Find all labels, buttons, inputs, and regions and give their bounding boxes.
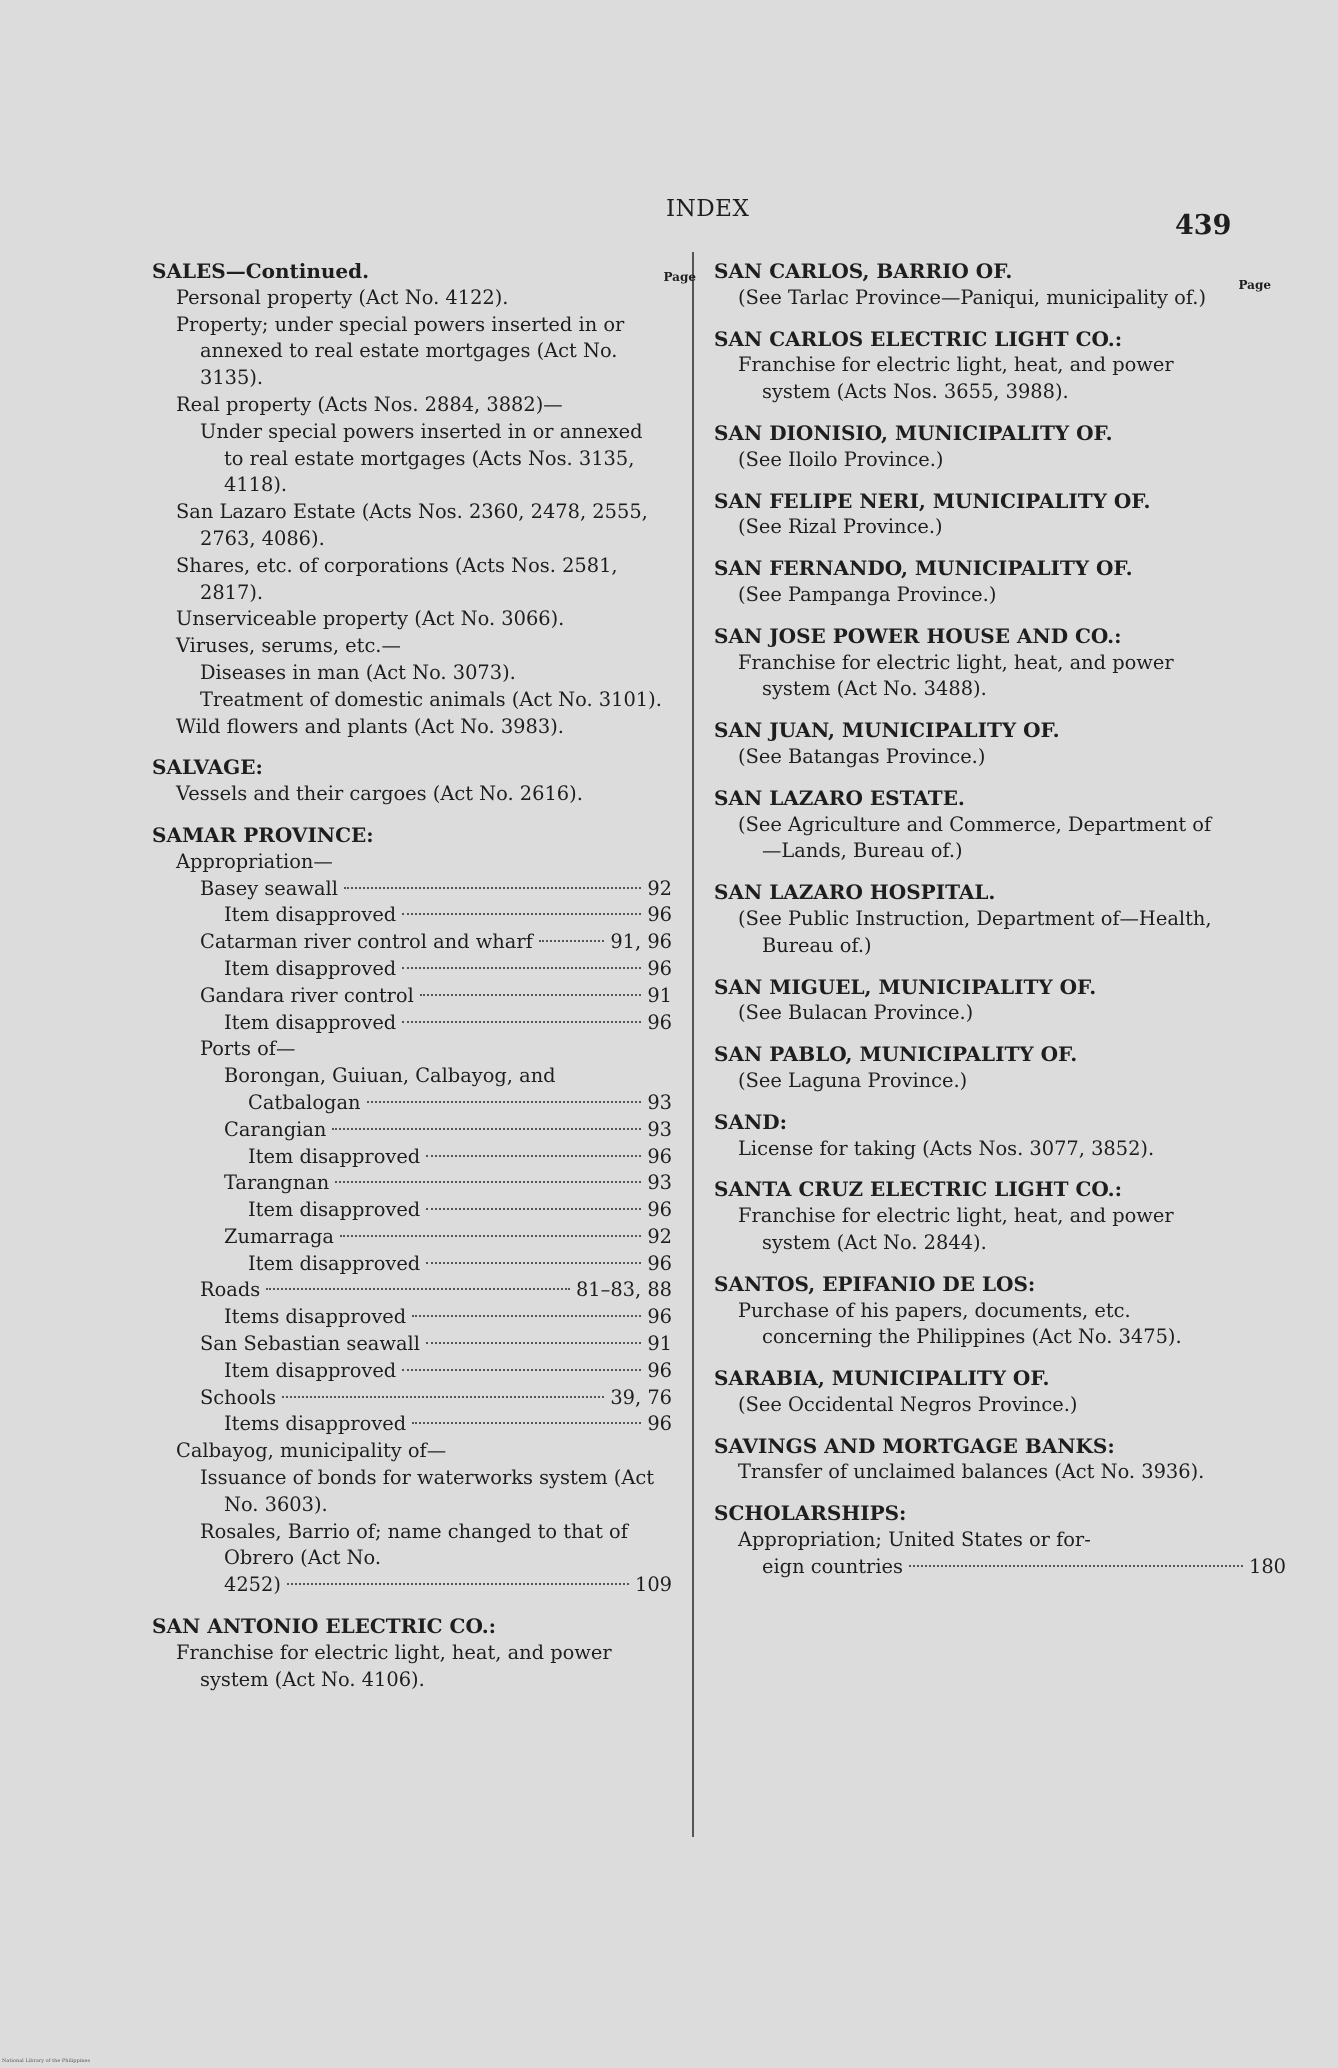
index-entry: Franchise for electric light, heat, and power system (Act No. 2844). [738, 1204, 1174, 1254]
index-cross-reference: (See Agriculture and Commerce, Department of—Lands, Bureau of.) [738, 812, 1212, 863]
index-leader-entry: Item disapproved 96 [224, 1358, 668, 1385]
index-entry: Wild flowers and plants (Act No. 3983). [176, 714, 564, 738]
index-leader-entry: Tarangnan 93 [224, 1170, 668, 1197]
index-leader-entry: Basey seawall 92 [200, 876, 668, 903]
index-heading: SANTA CRUZ ELECTRIC LIGHT CO.: [714, 1177, 1123, 1202]
index-leader-entry: Catarman river control and wharf 91, 96 [200, 929, 668, 956]
index-section-santa-cruz [714, 1176, 1226, 1256]
page-ref: 96 [647, 1251, 672, 1275]
index-leader-entry: Item disapproved 96 [224, 902, 668, 929]
page-ref: 91 [647, 983, 672, 1007]
page-column-label: Page [1238, 278, 1271, 292]
index-leader-entry: Item disapproved 96 [248, 1197, 668, 1224]
index-heading: SAN PABLO, MUNICIPALITY OF. [714, 1042, 1078, 1067]
index-heading: SALVAGE: [152, 755, 263, 780]
index-cross-reference: (See Iloilo Province.) [738, 447, 944, 471]
index-heading: SCHOLARSHIPS: [714, 1501, 907, 1526]
index-section-sarabia [714, 1365, 1226, 1419]
index-subentry: Ports of— [200, 1037, 296, 1061]
index-subentry: Under special powers inserted in or annexed to real estate mortgages (Acts Nos. 3135, 4118). [200, 419, 643, 497]
page-ref: 92 [647, 876, 672, 900]
index-cross-reference: (See Public Instruction, Department of—Health, Bureau of.) [738, 906, 1212, 957]
index-heading: SAN DIONISIO, MUNICIPALITY OF. [714, 420, 1113, 445]
index-entry: Unserviceable property (Act No. 3066). [176, 607, 565, 631]
index-subentry: Treatment of domestic animals (Act No. 3101). [200, 687, 662, 711]
index-cross-reference: (See Pampanga Province.) [738, 582, 997, 606]
page-ref: 96 [647, 956, 672, 980]
index-heading: SAN LAZARO ESTATE. [714, 785, 965, 810]
index-leader-entry: Item disapproved 96 [248, 1144, 668, 1171]
index-subentry: Issuance of bonds for waterworks system (Act No. 3603). [200, 1466, 654, 1516]
footer-note: National Library of the Philippines [2, 2058, 91, 2064]
right-column [714, 244, 1286, 1581]
index-section-san-carlos-electric [714, 326, 1226, 406]
page-ref: 96 [647, 1305, 672, 1329]
left-column [152, 244, 696, 1693]
index-leader-entry: Gandara river control 91 [200, 983, 668, 1010]
index-section-san-juan [714, 717, 1226, 771]
index-entry: Personal property (Act No. 4122). [176, 285, 509, 309]
index-section-san-miguel [714, 974, 1226, 1028]
index-section-san-lazaro-estate [714, 785, 1226, 865]
page-ref: 96 [647, 1010, 672, 1034]
index-section-san-pablo [714, 1041, 1226, 1095]
index-section-savings [714, 1433, 1226, 1487]
index-section-san-fernando [714, 555, 1226, 609]
page-ref: 96 [647, 1198, 672, 1222]
page-ref: 96 [647, 1412, 672, 1436]
index-cross-reference: (See Batangas Province.) [738, 744, 986, 768]
index-section-san-lazaro-hospital [714, 879, 1226, 959]
index-section-scholarships [714, 1500, 1286, 1580]
page-ref: 91 [647, 1332, 672, 1356]
page-ref: 96 [647, 1358, 672, 1382]
index-entry: License for taking (Acts Nos. 3077, 3852). [738, 1136, 1155, 1160]
page-ref: 81–83, 88 [575, 1278, 672, 1302]
index-heading: SARABIA, MUNICIPALITY OF. [714, 1366, 1050, 1391]
page-ref: 39, 76 [610, 1385, 672, 1409]
index-leader-entry: 4252) 109 [224, 1572, 668, 1599]
index-heading: SAN CARLOS, BARRIO OF. [714, 259, 1013, 283]
page-ref: 91, 96 [610, 930, 672, 954]
page-ref: 93 [647, 1117, 672, 1141]
index-section-salvage [152, 754, 668, 808]
column-divider [692, 252, 694, 1837]
index-leader-entry: Item disapproved 96 [248, 1251, 668, 1278]
index-leader-entry: Item disapproved 96 [224, 1010, 668, 1037]
index-section-sales [152, 258, 668, 740]
page-ref: 96 [647, 903, 672, 927]
index-section-samar [152, 822, 672, 1599]
index-leader-entry: San Sebastian seawall 91 [200, 1331, 668, 1358]
index-leader-entry: Items disapproved 96 [224, 1411, 668, 1438]
index-entry: Real property (Acts Nos. 2884, 3882)— [176, 392, 563, 416]
index-leader-entry: Zumarraga 92 [224, 1224, 668, 1251]
index-entry: Vessels and their cargoes (Act No. 2616). [176, 782, 583, 806]
index-cross-reference: (See Tarlac Province—Paniqui, municipality of.) [738, 285, 1207, 309]
index-entry: Franchise for electric light, heat, and power system (Act No. 4106). [176, 1640, 612, 1691]
index-section-sand [714, 1109, 1226, 1163]
page-ref: 109 [634, 1573, 672, 1597]
running-head: INDEX [666, 196, 750, 222]
index-section-santos [714, 1271, 1226, 1351]
page-ref: 93 [647, 1171, 672, 1195]
index-entry: San Lazaro Estate (Acts Nos. 2360, 2478, 2555, 2763, 4086). [176, 500, 648, 550]
index-subentry: Borongan, Guiuan, Calbayog, and [224, 1064, 556, 1088]
index-entry: Shares, etc. of corporations (Acts Nos. 2581, 2817). [176, 553, 618, 604]
index-entry: Viruses, serums, etc.— [176, 634, 401, 658]
index-leader-entry: Carangian 93 [224, 1117, 668, 1144]
index-cross-reference: (See Laguna Province.) [738, 1068, 968, 1092]
index-cross-reference: (See Occidental Negros Province.) [738, 1392, 1078, 1416]
page-column-label: Page [663, 270, 696, 284]
page-ref: 93 [647, 1090, 672, 1114]
index-section-san-felipe-neri [714, 488, 1226, 542]
page-ref: 96 [647, 1144, 672, 1168]
index-section-san-dionisio [714, 420, 1226, 474]
index-entry: Calbayog, municipality of— [176, 1439, 447, 1463]
index-cross-reference: (See Bulacan Province.) [738, 1001, 974, 1025]
index-heading: SAN FERNANDO, MUNICIPALITY OF. [714, 556, 1133, 581]
index-entry: Appropriation; United States or for- [738, 1528, 1091, 1552]
index-heading: SALES—Continued. [152, 259, 370, 283]
index-leader-entry: Catbalogan 93 [248, 1090, 668, 1117]
index-entry: Purchase of his papers, documents, etc. concerning the Philippines (Act No. 3475). [738, 1298, 1182, 1349]
index-leader-entry: Items disapproved 96 [224, 1304, 668, 1331]
index-heading: SAND: [714, 1109, 787, 1134]
index-heading: SAN ANTONIO ELECTRIC CO.: [152, 1614, 497, 1639]
index-heading: SAN MIGUEL, MUNICIPALITY OF. [714, 974, 1097, 999]
index-subentry: Diseases in man (Act No. 3073). [200, 660, 516, 684]
index-leader-entry: Item disapproved 96 [224, 956, 668, 983]
index-leader-entry: Roads 81–83, 88 [200, 1277, 668, 1304]
index-heading: SAN JOSE POWER HOUSE AND CO.: [714, 623, 1122, 648]
index-heading: SAN FELIPE NERI, MUNICIPALITY OF. [714, 488, 1151, 513]
index-heading: SAN JUAN, MUNICIPALITY OF. [714, 718, 1060, 743]
index-heading: SANTOS, EPIFANIO DE LOS: [714, 1271, 1036, 1296]
index-leader-entry: eign countries 180 [762, 1554, 1226, 1581]
index-entry: Transfer of unclaimed balances (Act No. 3936). [738, 1460, 1205, 1484]
index-leader-entry: Schools 39, 76 [200, 1385, 668, 1412]
index-heading: SAN LAZARO HOSPITAL. [714, 880, 996, 905]
index-subentry: Rosales, Barrio of; name changed to that of Obrero (Act No. [200, 1519, 628, 1570]
index-heading: SAMAR PROVINCE: [152, 822, 374, 847]
index-heading: SAN CARLOS ELECTRIC LIGHT CO.: [714, 326, 1123, 351]
page-ref: 180 [1248, 1554, 1286, 1578]
index-entry: Property; under special powers inserted in or annexed to real estate mortgages (Act No. 3135). [176, 312, 625, 390]
index-section-san-antonio [152, 1613, 668, 1693]
index-section-san-jose [714, 623, 1226, 703]
page-number: 439 [1175, 210, 1232, 241]
page-header [0, 196, 1338, 241]
index-cross-reference: (See Rizal Province.) [738, 515, 943, 539]
index-entry: Appropriation— [176, 849, 333, 873]
index-heading: SAVINGS AND MORTGAGE BANKS: [714, 1433, 1115, 1458]
index-entry: Franchise for electric light, heat, and power system (Act No. 3488). [738, 650, 1174, 701]
page-ref: 92 [647, 1224, 672, 1248]
index-entry: Franchise for electric light, heat, and power system (Acts Nos. 3655, 3988). [738, 353, 1174, 404]
index-section-san-carlos-barrio [714, 258, 1226, 312]
